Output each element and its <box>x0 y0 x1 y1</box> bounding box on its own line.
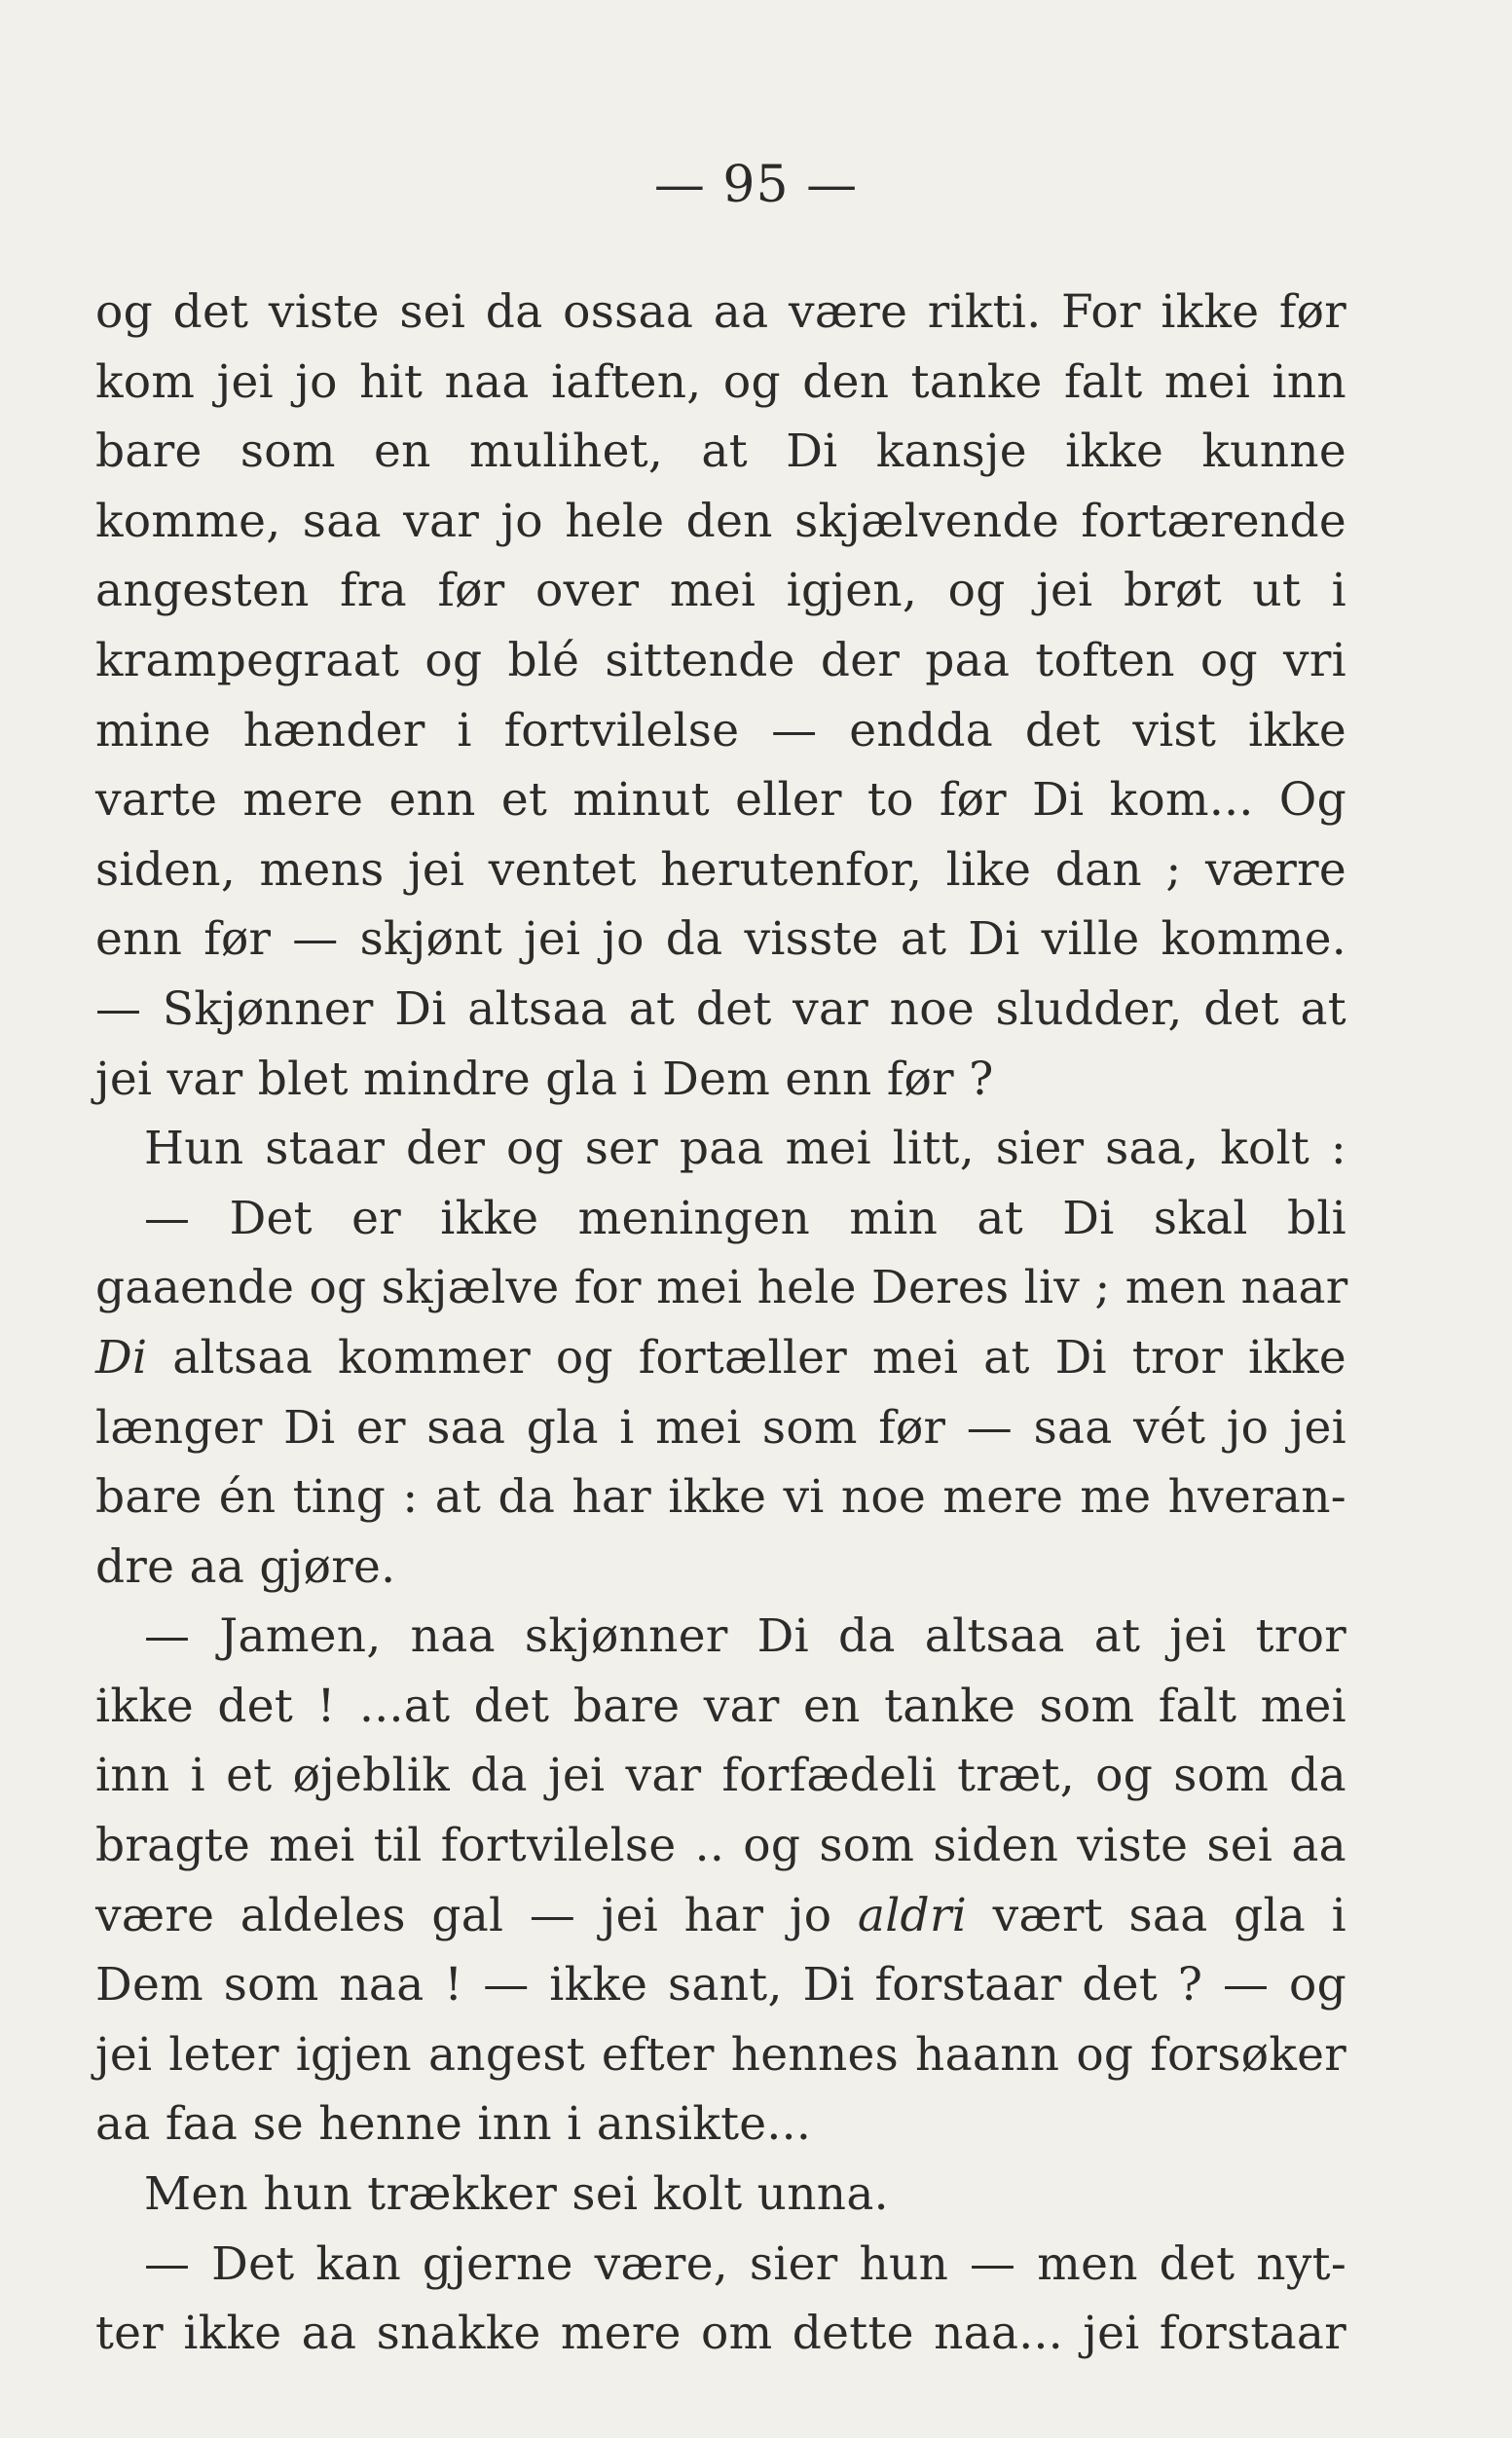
text-line: krampegraat og blé sittende der paa toften og vri <box>95 633 1346 687</box>
text-line: Men hun trækker sei kolt unna. <box>144 2167 889 2222</box>
text-line: — Skjønner Di altsaa at det var noe sludder, det at <box>95 981 1346 1036</box>
italic-word: Di <box>95 1330 148 1385</box>
text-line: varte mere enn et minut eller to før Di kom... Og <box>95 773 1346 828</box>
text-line: enn før — skjønt jei jo da visste at Di ville komme. <box>95 912 1346 967</box>
text-line-start: være aldeles gal — jei har jo <box>95 1888 832 1942</box>
text-line: jei leter igjen angest efter hennes haann og forsøker <box>95 2027 1346 2082</box>
text-line: og det viste sei da ossaa aa være rikti. For ikke før <box>95 285 1346 339</box>
italic-word: aldri <box>857 1888 968 1942</box>
text-line: siden, mens jei ventet herutenfor, like dan ; værre <box>95 842 1346 897</box>
text-line-italic-start <box>95 1323 1346 1393</box>
text-line: gaaende og skjælve for mei hele Deres liv ; men naar <box>95 1261 1348 1315</box>
text-line-italic-mid <box>95 1881 1346 1951</box>
text-line: — Det er ikke meningen min at Di skal bli <box>144 1191 1346 1245</box>
page-number: — 95 — <box>653 156 859 214</box>
text-line: Hun staar der og ser paa mei litt, sier saa, kolt : <box>144 1122 1346 1176</box>
text-line: inn i et øjeblik da jei var forfædeli træt, og som da <box>95 1749 1346 1803</box>
text-line: angesten fra før over mei igjen, og jei brøt ut i <box>95 564 1346 618</box>
text-line: bragte mei til fortvilelse .. og som siden viste sei aa <box>95 1819 1346 1873</box>
text-line: komme, saa var jo hele den skjælvende fortærende <box>95 494 1346 548</box>
text-line: Dem som naa ! — ikke sant, Di forstaar det ? — og <box>95 1958 1346 2013</box>
text-line-rest: altsaa kommer og fortæller mei at Di tror ikke <box>172 1330 1346 1385</box>
text-line: længer Di er saa gla i mei som før — saa vét jo jei <box>95 1400 1346 1455</box>
text-line: ter ikke aa snakke mere om dette naa... jei forstaar <box>95 2307 1346 2361</box>
text-line: — Jamen, naa skjønner Di da altsaa at jei tror <box>144 1609 1346 1664</box>
text-line: bare som en mulihet, at Di kansje ikke kunne <box>95 425 1346 479</box>
text-line: jei var blet mindre gla i Dem enn før ? <box>95 1052 994 1106</box>
text-line: ikke det ! ...at det bare var en tanke som falt mei <box>95 1679 1346 1733</box>
text-line: dre aa gjøre. <box>95 1539 396 1594</box>
text-line: bare én ting : at da har ikke vi noe mere me hveran- <box>95 1470 1346 1525</box>
body-text <box>95 277 1346 2369</box>
text-line: aa faa se henne inn i ansikte... <box>95 2097 812 2152</box>
text-line: — Det kan gjerne være, sier hun — men det nyt- <box>144 2236 1346 2291</box>
text-line: mine hænder i fortvilelse — endda det vist ikke <box>95 703 1346 757</box>
text-line: kom jei jo hit naa iaften, og den tanke falt mei inn <box>95 354 1346 409</box>
text-line-end: vært saa gla i <box>992 1888 1346 1942</box>
